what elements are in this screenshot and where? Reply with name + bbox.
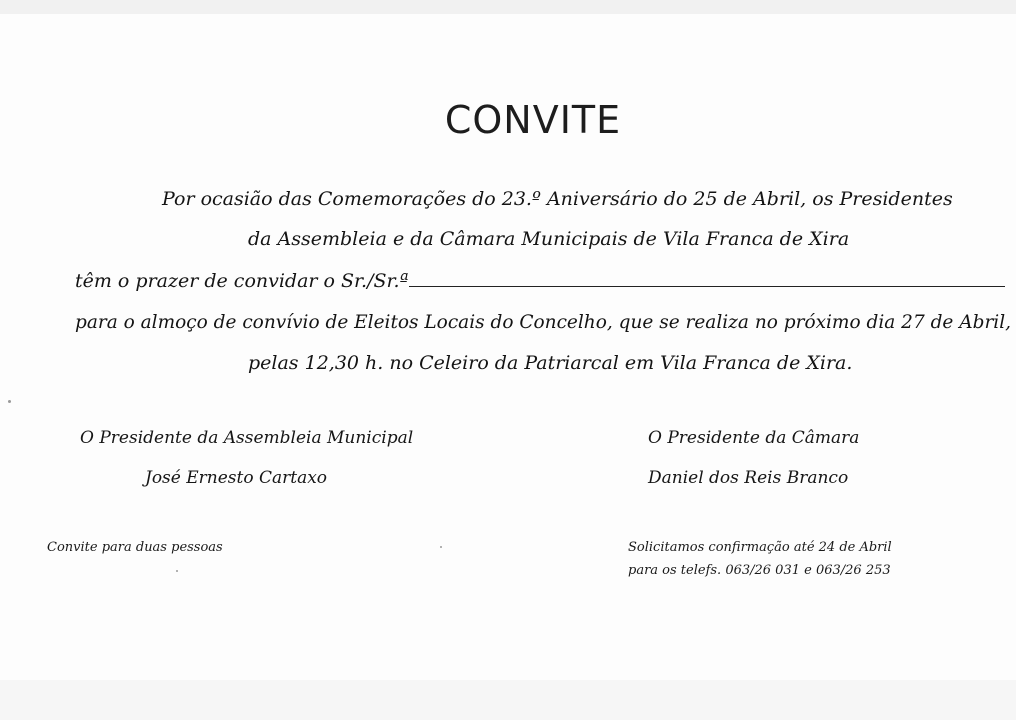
chamber-president-role: O Presidente da Câmara [648,428,860,448]
body-line-4: para o almoço de convívio de Eleitos Locais do Concelho, que se realiza no próximo dia 27 de Abril, [75,312,1012,333]
title-container [0,98,1016,142]
body-line-3 [75,270,1005,292]
chamber-president-name: Daniel dos Reis Branco [648,468,849,488]
invitation-title: CONVITE [444,98,622,142]
guest-name-blank [409,270,1005,287]
body-line-1: Por ocasião das Comemorações do 23.º Aniversário do 25 de Abril, os Presidentes [162,188,953,210]
scan-speck [440,546,442,548]
assembly-president-name: José Ernesto Cartaxo [145,468,328,488]
scan-top-edge [0,0,1016,14]
scan-bottom-edge [0,680,1016,720]
invite-phrase: têm o prazer de convidar o Sr./Sr.ª [75,270,409,292]
scan-speck [176,570,178,572]
assembly-president-role: O Presidente da Assembleia Municipal [80,428,414,448]
rsvp-phones: para os telefs. 063/26 031 e 063/26 253 [628,563,891,578]
guests-note: Convite para duas pessoas [47,540,223,555]
rsvp-note: Solicitamos confirmação até 24 de Abril [628,540,892,555]
body-line-2: da Assembleia e da Câmara Municipais de Vila Franca de Xira [248,228,850,250]
body-line-5: pelas 12,30 h. no Celeiro da Patriarcal em Vila Franca de Xira. [248,352,853,374]
scan-speck [8,400,11,403]
